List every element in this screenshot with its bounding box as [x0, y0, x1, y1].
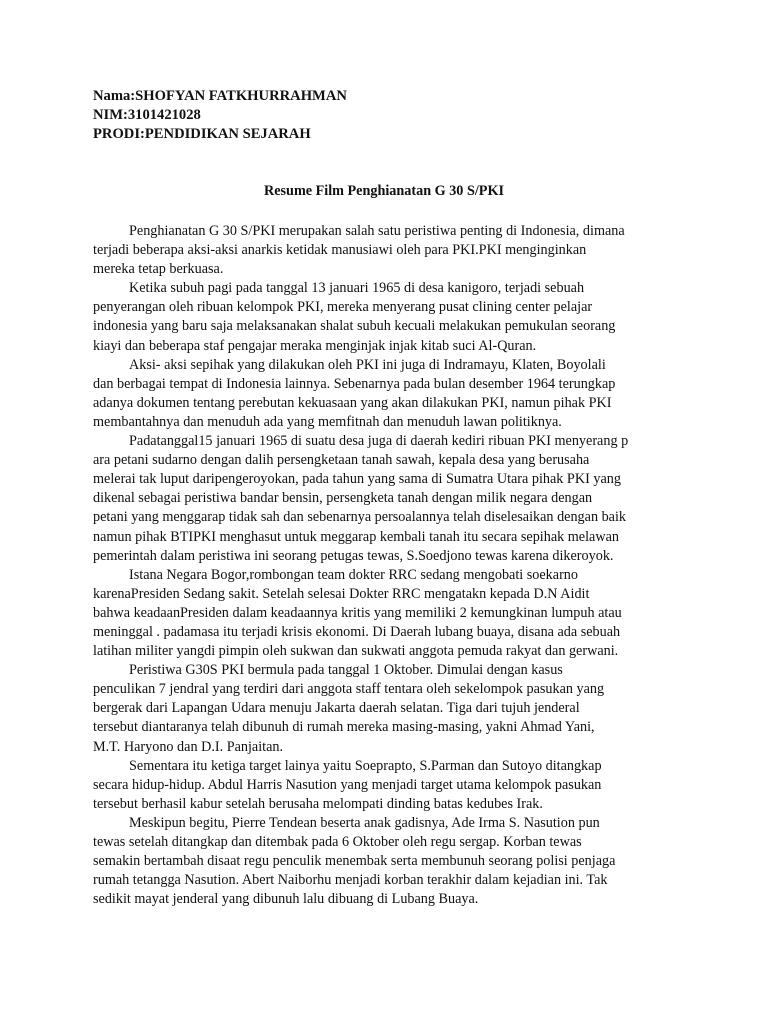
body-text-line: karenaPresiden Sedang sakit. Setelah selesai Dokter RRC mengatakn kepada D.N Aidit	[93, 585, 590, 602]
body-text-line: latihan militer yangdi pimpin oleh sukwan dan sukwati anggota pemuda rakyat dan gerwani.	[93, 643, 619, 660]
body-text-line: sedikit mayat jenderal yang dibunuh lalu dibuang di Lubang Buaya.	[93, 891, 479, 908]
body-text-line: terjadi beberapa aksi-aksi anarkis ketidak manusiawi oleh para PKI.PKI menginginkan	[93, 242, 587, 259]
body-text-line: Aksi- aksi sepihak yang dilakukan oleh PKI ini juga di Indramayu, Klaten, Boyolali	[129, 356, 606, 373]
student-nim: NIM:3101421028	[93, 107, 201, 123]
body-text-line: dikenal sebagai peristiwa bandar bensin, persengketa tanah dengan milik negara dengan	[93, 490, 593, 507]
body-text-line: namun pihak BTIPKI menghasut untuk meggarap kembali tanah itu secara sepihak melawan	[93, 528, 619, 545]
body-text-line: petani yang menggarap tidak sah dan sebenarnya persoalannya telah diselesaikan dengan baik	[93, 509, 627, 526]
body-text-line: bergerak dari Lapangan Udara menuju Jakarta daerah selatan. Tiga dari tujuh jenderal	[93, 700, 580, 717]
student-name: Nama:SHOFYAN FATKHURRAHMAN	[93, 88, 347, 104]
body-text-line: ara petani sudarno dengan dalih persengketaan tanah sawah, kepala desa yang berusaha	[93, 452, 590, 469]
document-body	[93, 222, 693, 909]
student-prodi: PRODI:PENDIDIKAN SEJARAH	[93, 126, 311, 142]
body-text-line: adanya dokumen tentang perebutan kekuasaan yang akan dilakukan PKI, namun pihak PKI	[93, 394, 612, 411]
body-text-line: mereka tetap berkuasa.	[93, 261, 224, 278]
body-text-line: Penghianatan G 30 S/PKI merupakan salah satu peristiwa penting di Indonesia, dimana	[129, 223, 625, 239]
body-text-line: Sementara itu ketiga target lainya yaitu Soeprapto, S.Parman dan Sutoyo ditangkap	[129, 757, 602, 774]
body-text-line: Istana Negara Bogor,rombongan team dokter RRC sedang mengobati soekarno	[129, 566, 578, 583]
body-text-line: meninggal . padamasa itu terjadi krisis ekonomi. Di Daerah lubang buaya, disana ada sebuah	[93, 623, 621, 640]
body-text-line: tersebut diantaranya telah dibunuh di rumah mereka masing-masing, yakni Ahmad Yani,	[93, 719, 595, 736]
body-text-line: kiayi dan beberapa staf pengajar meraka menginjak injak kitab suci Al-Quran.	[93, 337, 537, 354]
body-text-line: tewas setelah ditangkap dan ditembak pada 6 Oktober oleh regu sergap. Korban tewas	[93, 834, 582, 850]
body-text-line: semakin bertambah disaat regu penculik menembak serta membunuh seorang polisi penjaga	[93, 853, 616, 870]
body-text-line: melerai tak luput daripengeroyokan, pada tahun yang sama di Sumatra Utara pihak PKI yang	[93, 471, 621, 488]
body-text-line: tersebut berhasil kabur setelah berusaha melompati dinding batas kedubes Irak.	[93, 795, 543, 812]
body-text-line: Peristiwa G30S PKI bermula pada tanggal 1 Oktober. Dimulai dengan kasus	[129, 662, 563, 679]
student-header	[93, 87, 347, 144]
body-text-line: rumah tetangga Nasution. Abert Naiborhu menjadi korban terakhir dalam kejadian ini. Tak	[93, 872, 608, 889]
body-text-line: bahwa keadaanPresiden dalam keadaannya kritis yang memiliki 2 kemungkinan lumpuh atau	[93, 604, 622, 621]
body-text-line: membantahnya dan menuduh ada yang memfitnah dan menuduh lawan politiknya.	[93, 413, 562, 430]
body-text-line: penculikan 7 jendral yang terdiri dari anggota staff tentara oleh sekelompok pasukan yang	[93, 681, 605, 698]
body-text-line: pemerintah dalam peristiwa ini seorang petugas tewas, S.Soedjono tewas karena dikeroyok.	[93, 547, 614, 564]
document-title: Resume Film Penghianatan G 30 S/PKI	[263, 183, 505, 199]
body-text-line: M.T. Haryono dan D.I. Panjaitan.	[93, 738, 284, 755]
body-text-line: dan berbagai tempat di Indonesia lainnya. Sebenarnya pada bulan desember 1964 terungkap	[93, 375, 616, 392]
body-text-line: Ketika subuh pagi pada tanggal 13 januari 1965 di desa kanigoro, terjadi sebuah	[129, 280, 585, 297]
body-text-line: indonesia yang baru saja melaksanakan shalat subuh kecuali melakukan pemukulan seorang	[93, 318, 616, 335]
body-text-line: Meskipun begitu, Pierre Tendean beserta anak gadisnya, Ade Irma S. Nasution pun	[129, 814, 600, 831]
body-text-line: secara hidup-hidup. Abdul Harris Nasution yang menjadi target utama kelompok pasukan	[93, 776, 602, 793]
body-text-line: Padatanggal15 januari 1965 di suatu desa juga di daerah kediri ribuan PKI menyerang p	[129, 433, 629, 450]
body-text-line: penyerangan oleh ribuan kelompok PKI, mereka menyerang pusat clining center pelajar	[93, 299, 593, 316]
